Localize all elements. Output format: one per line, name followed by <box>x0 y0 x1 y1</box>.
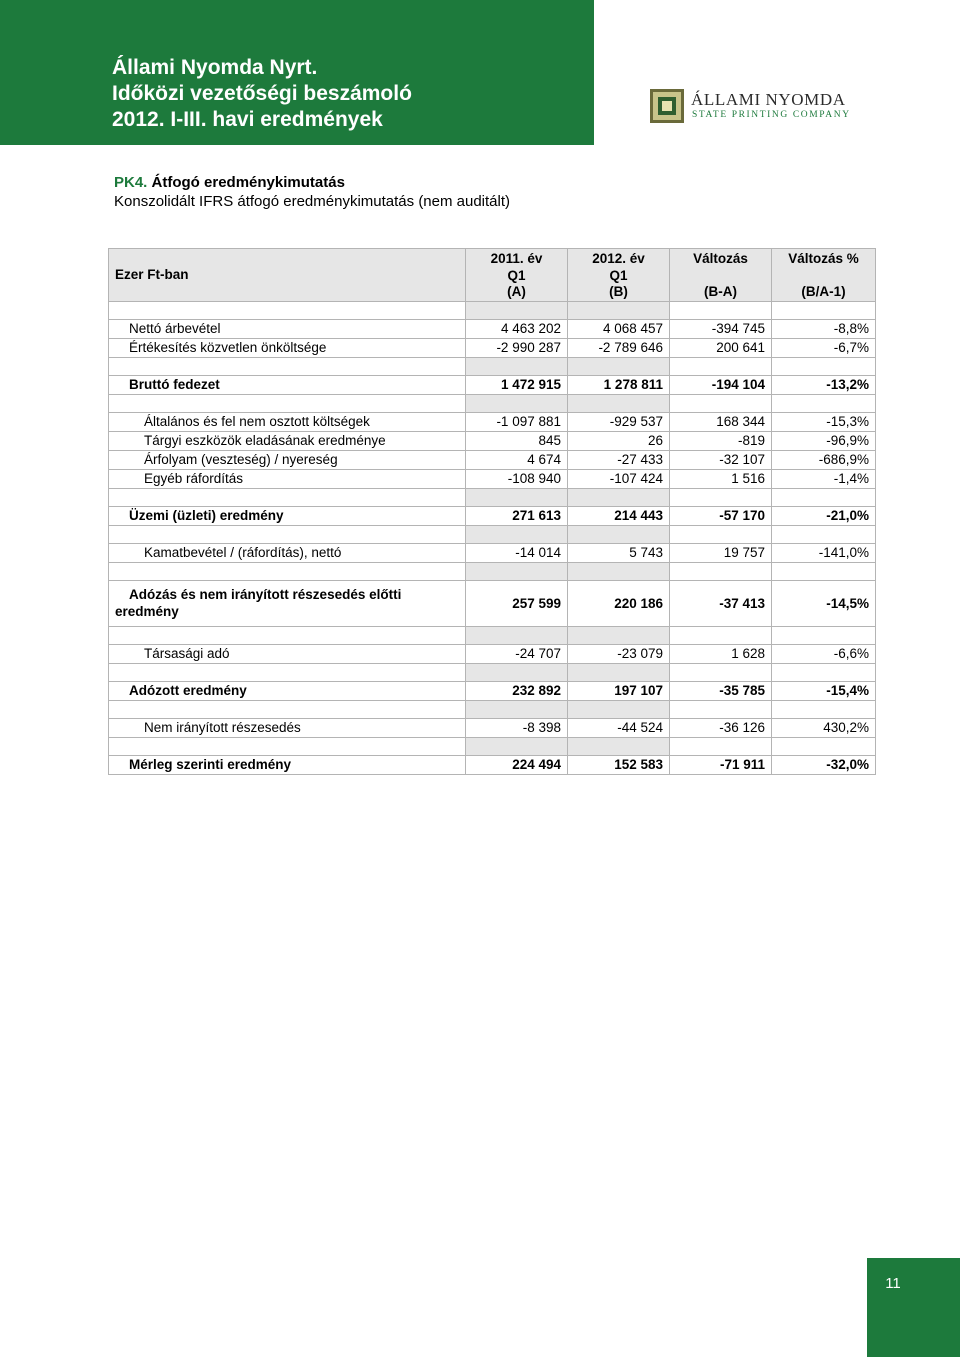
column-header-line: (B-A) <box>704 284 737 299</box>
cell-value: 1 628 <box>670 644 772 663</box>
row-label: Mérleg szerinti eredmény <box>109 755 466 774</box>
table-row <box>109 450 876 469</box>
cell-value: -21,0% <box>772 506 876 525</box>
spacer-row <box>109 562 876 580</box>
row-label: Üzemi (üzleti) eredmény <box>109 506 466 525</box>
row-label: Egyéb ráfordítás <box>109 469 466 488</box>
spacer-row <box>109 394 876 412</box>
unit-label: Ezer Ft-ban <box>109 249 466 302</box>
row-label: Értékesítés közvetlen önköltsége <box>109 338 466 357</box>
cell-value: -24 707 <box>466 644 568 663</box>
row-label: Nettó árbevétel <box>109 319 466 338</box>
cell-value: 152 583 <box>568 755 670 774</box>
column-header-line: Változás % <box>788 251 859 266</box>
section-title <box>114 174 345 191</box>
column-header-line: (B/A-1) <box>801 284 846 299</box>
column-header-line <box>676 268 765 285</box>
cell-value: -37 413 <box>670 580 772 626</box>
table-row <box>109 431 876 450</box>
spacer-row <box>109 737 876 755</box>
page-number: 11 <box>885 1275 901 1292</box>
column-header-line: 2011. év <box>490 251 543 266</box>
cell-value: -36 126 <box>670 718 772 737</box>
column-header <box>568 249 670 302</box>
cell-value: 214 443 <box>568 506 670 525</box>
cell-value: -6,6% <box>772 644 876 663</box>
row-label: Adózott eredmény <box>109 681 466 700</box>
cell-value: 224 494 <box>466 755 568 774</box>
table-row <box>109 375 876 394</box>
cell-value: 19 757 <box>670 543 772 562</box>
cell-value: -1 097 881 <box>466 412 568 431</box>
table-row <box>109 319 876 338</box>
cell-value: 4 674 <box>466 450 568 469</box>
cell-value: -394 745 <box>670 319 772 338</box>
row-label: Általános és fel nem osztott költségek <box>109 412 466 431</box>
section-code: PK4. <box>114 174 148 191</box>
logo-mark-icon <box>650 89 684 123</box>
cell-value: 4 068 457 <box>568 319 670 338</box>
column-header-line: Q1 <box>507 267 526 283</box>
cell-value: -14,5% <box>772 580 876 626</box>
cell-value: 197 107 <box>568 681 670 700</box>
column-header-line: Q1 <box>609 267 628 283</box>
row-label: Bruttó fedezet <box>109 375 466 394</box>
cell-value: -27 433 <box>568 450 670 469</box>
cell-value: 257 599 <box>466 580 568 626</box>
table-row <box>109 681 876 700</box>
cell-value: -8 398 <box>466 718 568 737</box>
cell-value: 1 472 915 <box>466 375 568 394</box>
row-label: Kamatbevétel / (ráfordítás), nettó <box>109 543 466 562</box>
table-row <box>109 543 876 562</box>
cell-value: -194 104 <box>670 375 772 394</box>
section-title-text: Átfogó eredménykimutatás <box>151 174 345 191</box>
cell-value: -8,8% <box>772 319 876 338</box>
table-row <box>109 412 876 431</box>
table-row <box>109 469 876 488</box>
table-row <box>109 718 876 737</box>
section-subtitle: Konszolidált IFRS átfogó eredménykimutatás (nem auditált) <box>114 193 511 210</box>
table-row <box>109 755 876 774</box>
cell-value: 430,2% <box>772 718 876 737</box>
cell-value: -35 785 <box>670 681 772 700</box>
column-header <box>772 249 876 302</box>
column-header-line: 2012. év <box>592 251 645 266</box>
cell-value: -44 524 <box>568 718 670 737</box>
cell-value: -2 990 287 <box>466 338 568 357</box>
cell-value: 200 641 <box>670 338 772 357</box>
cell-value: -141,0% <box>772 543 876 562</box>
column-header-line: (A) <box>507 284 526 299</box>
income-statement-table <box>108 248 876 775</box>
cell-value: 232 892 <box>466 681 568 700</box>
column-header <box>670 249 772 302</box>
header-band <box>0 0 594 145</box>
spacer-row <box>109 301 876 319</box>
column-header-line: Változás <box>693 251 748 266</box>
cell-value: -32,0% <box>772 755 876 774</box>
row-label: Nem irányított részesedés <box>109 718 466 737</box>
cell-value: -107 424 <box>568 469 670 488</box>
column-header-line <box>778 268 869 285</box>
company-logo <box>650 88 900 128</box>
cell-value: 26 <box>568 431 670 450</box>
report-title: Időközi vezetőségi beszámoló <box>112 82 412 105</box>
page-number-box <box>867 1258 960 1357</box>
cell-value: 168 344 <box>670 412 772 431</box>
cell-value: 220 186 <box>568 580 670 626</box>
cell-value: -819 <box>670 431 772 450</box>
spacer-row <box>109 663 876 681</box>
cell-value: 845 <box>466 431 568 450</box>
cell-value: 5 743 <box>568 543 670 562</box>
row-label: Társasági adó <box>109 644 466 663</box>
row-label: Adózás és nem irányított részesedés előtti eredmény <box>109 580 466 626</box>
cell-value: -32 107 <box>670 450 772 469</box>
spacer-row <box>109 700 876 718</box>
spacer-row <box>109 626 876 644</box>
logo-tagline: STATE PRINTING COMPANY <box>692 110 851 120</box>
cell-value: -15,4% <box>772 681 876 700</box>
row-label: Tárgyi eszközök eladásának eredménye <box>109 431 466 450</box>
spacer-row <box>109 525 876 543</box>
cell-value: -929 537 <box>568 412 670 431</box>
cell-value: -1,4% <box>772 469 876 488</box>
cell-value: -6,7% <box>772 338 876 357</box>
table-row <box>109 338 876 357</box>
cell-value: -23 079 <box>568 644 670 663</box>
cell-value: -108 940 <box>466 469 568 488</box>
cell-value: 1 516 <box>670 469 772 488</box>
company-name: Állami Nyomda Nyrt. <box>112 56 318 79</box>
cell-value: 1 278 811 <box>568 375 670 394</box>
logo-name: ÁLLAMI NYOMDA <box>691 90 846 109</box>
cell-value: -686,9% <box>772 450 876 469</box>
spacer-row <box>109 357 876 375</box>
cell-value: -57 170 <box>670 506 772 525</box>
spacer-row <box>109 488 876 506</box>
cell-value: -71 911 <box>670 755 772 774</box>
cell-value: -14 014 <box>466 543 568 562</box>
table-row <box>109 644 876 663</box>
table-row <box>109 506 876 525</box>
cell-value: -96,9% <box>772 431 876 450</box>
report-period: 2012. I-III. havi eredmények <box>112 108 383 131</box>
cell-value: 271 613 <box>466 506 568 525</box>
cell-value: -13,2% <box>772 375 876 394</box>
cell-value: -15,3% <box>772 412 876 431</box>
cell-value: -2 789 646 <box>568 338 670 357</box>
row-label: Árfolyam (veszteség) / nyereség <box>109 450 466 469</box>
column-header <box>466 249 568 302</box>
cell-value: 4 463 202 <box>466 319 568 338</box>
table-row <box>109 580 876 626</box>
column-header-line: (B) <box>609 284 628 299</box>
table-header-row <box>109 249 876 302</box>
